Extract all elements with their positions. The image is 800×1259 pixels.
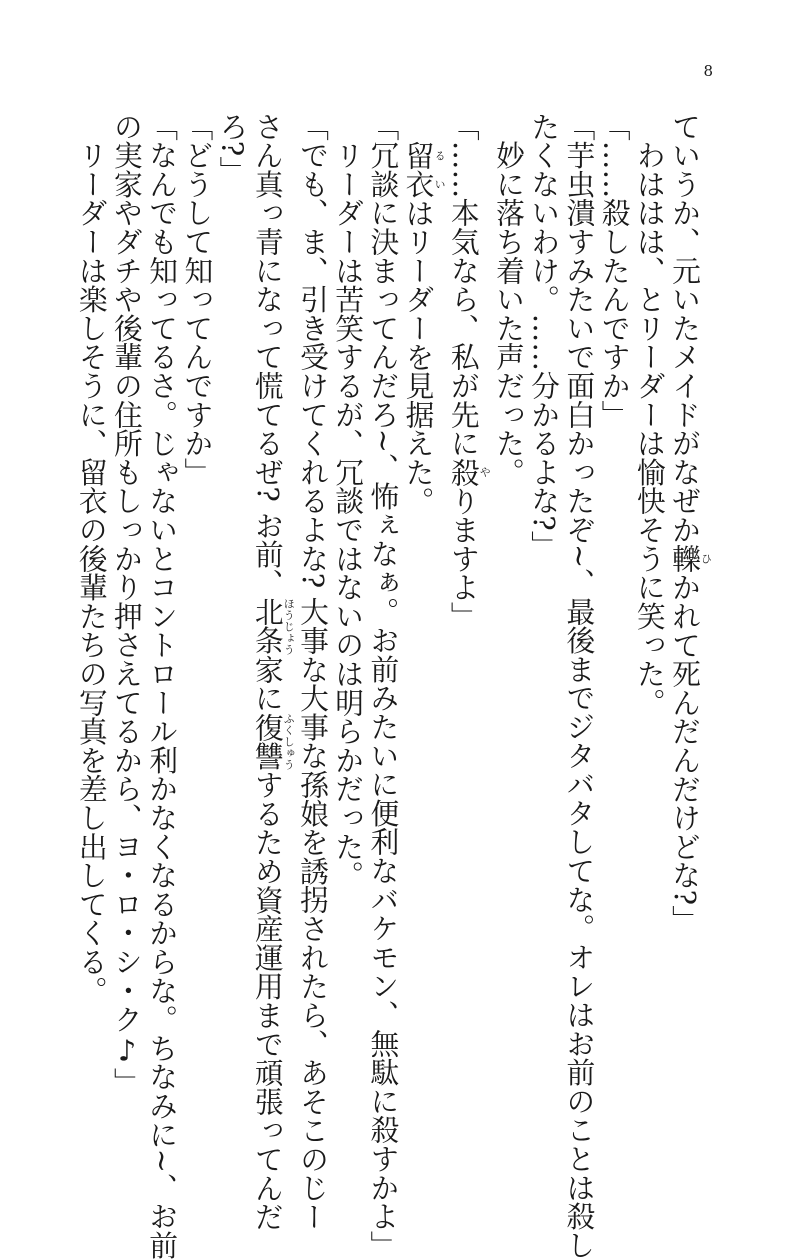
text-line bbox=[526, 112, 561, 1072]
ruby-base: 殺 bbox=[446, 457, 481, 487]
text-run: ろ?」 bbox=[215, 112, 250, 186]
text-run: 「でも、ま、引き受けてくれるよな? 大事な大事な孫娘を誘拐されたら、あそこのじー bbox=[295, 112, 330, 1231]
text-run: さん真っ青になって慌てるぜ? お前、 bbox=[250, 112, 285, 598]
text-run: 「……本気なら、私が先に bbox=[446, 112, 481, 458]
text-line bbox=[561, 112, 597, 1259]
text-run: するため資産運用まで頑張ってんだ bbox=[250, 770, 285, 1232]
ruby-base: 留衣 bbox=[401, 140, 436, 199]
ruby-reading: ふくしゅう bbox=[282, 712, 296, 771]
ruby-base: 復讐 bbox=[250, 712, 285, 771]
ruby-base: 北条 bbox=[250, 597, 285, 656]
page-number: 8 bbox=[703, 62, 713, 80]
text-line bbox=[144, 112, 180, 1259]
text-run bbox=[402, 112, 436, 141]
text-line bbox=[446, 112, 491, 1072]
text-line bbox=[250, 112, 296, 1232]
text-line bbox=[179, 112, 214, 1072]
text-run: 「……殺したんですか」 bbox=[597, 112, 632, 429]
text-line bbox=[330, 112, 365, 1072]
ruby-annotation bbox=[250, 597, 296, 656]
text-line bbox=[365, 112, 401, 1259]
text-run: ていうか、元いたメイドがなぜか bbox=[668, 112, 702, 544]
text-line bbox=[74, 112, 109, 1072]
text-line bbox=[295, 112, 330, 1231]
text-line bbox=[214, 112, 249, 1072]
ruby-annotation bbox=[446, 457, 492, 487]
text-line bbox=[491, 112, 526, 1072]
text-line bbox=[109, 112, 144, 1097]
ruby-reading: や bbox=[478, 457, 492, 487]
text-run: 家に bbox=[250, 655, 285, 713]
text-run: 「どうして知ってんですか」 bbox=[180, 112, 215, 487]
text-run: リーダーは苦笑するが、冗談ではないのは明らかだった。 bbox=[331, 112, 366, 890]
ruby-base: 轢 bbox=[668, 544, 702, 573]
text-run: わははは、とリーダーは愉快そうに笑った。 bbox=[632, 112, 667, 717]
text-line bbox=[400, 112, 445, 1072]
text-line bbox=[596, 112, 631, 1072]
ruby-reading: るい bbox=[433, 140, 447, 199]
text-run: 妙に落ち着いた声だった。 bbox=[491, 112, 526, 487]
text-run: かれて死んだんだけどな?」 bbox=[668, 572, 702, 934]
ruby-reading: ひ bbox=[699, 544, 713, 573]
text-run: リーダーは楽しそうに、留衣の後輩たちの写真を差し出してくる。 bbox=[74, 112, 109, 1005]
text-run: 「芋虫潰すみたいで面白かったぞ~、最後までジタバタしてな。オレはお前のことは殺し bbox=[562, 112, 597, 1259]
text-run: の実家やダチや後輩の住所もしっかり押さえてるから、ヨ・ロ・シ・ク♪」 bbox=[109, 112, 144, 1097]
text-line bbox=[632, 112, 667, 1072]
text-run: 「冗談に決まってんだろ~、怖ぇなぁ。お前みたいに便利なバケモン、無駄に殺すかよ」 bbox=[366, 112, 401, 1259]
text-line bbox=[667, 112, 712, 1072]
text-run: たくないわけ。……分かるよな?」 bbox=[527, 112, 562, 560]
ruby-annotation bbox=[250, 712, 296, 771]
ruby-reading: ほうじょう bbox=[282, 597, 296, 655]
ruby-annotation bbox=[668, 544, 713, 573]
text-run: はリーダーを見据えた。 bbox=[401, 198, 436, 516]
text-run: 「なんでも知ってるさ。じゃないとコントロール利かなくなるからな。ちなみに~、お前 bbox=[145, 112, 180, 1259]
ruby-annotation bbox=[401, 140, 447, 199]
text-run: りますよ」 bbox=[446, 486, 481, 631]
body-text bbox=[74, 112, 713, 1259]
